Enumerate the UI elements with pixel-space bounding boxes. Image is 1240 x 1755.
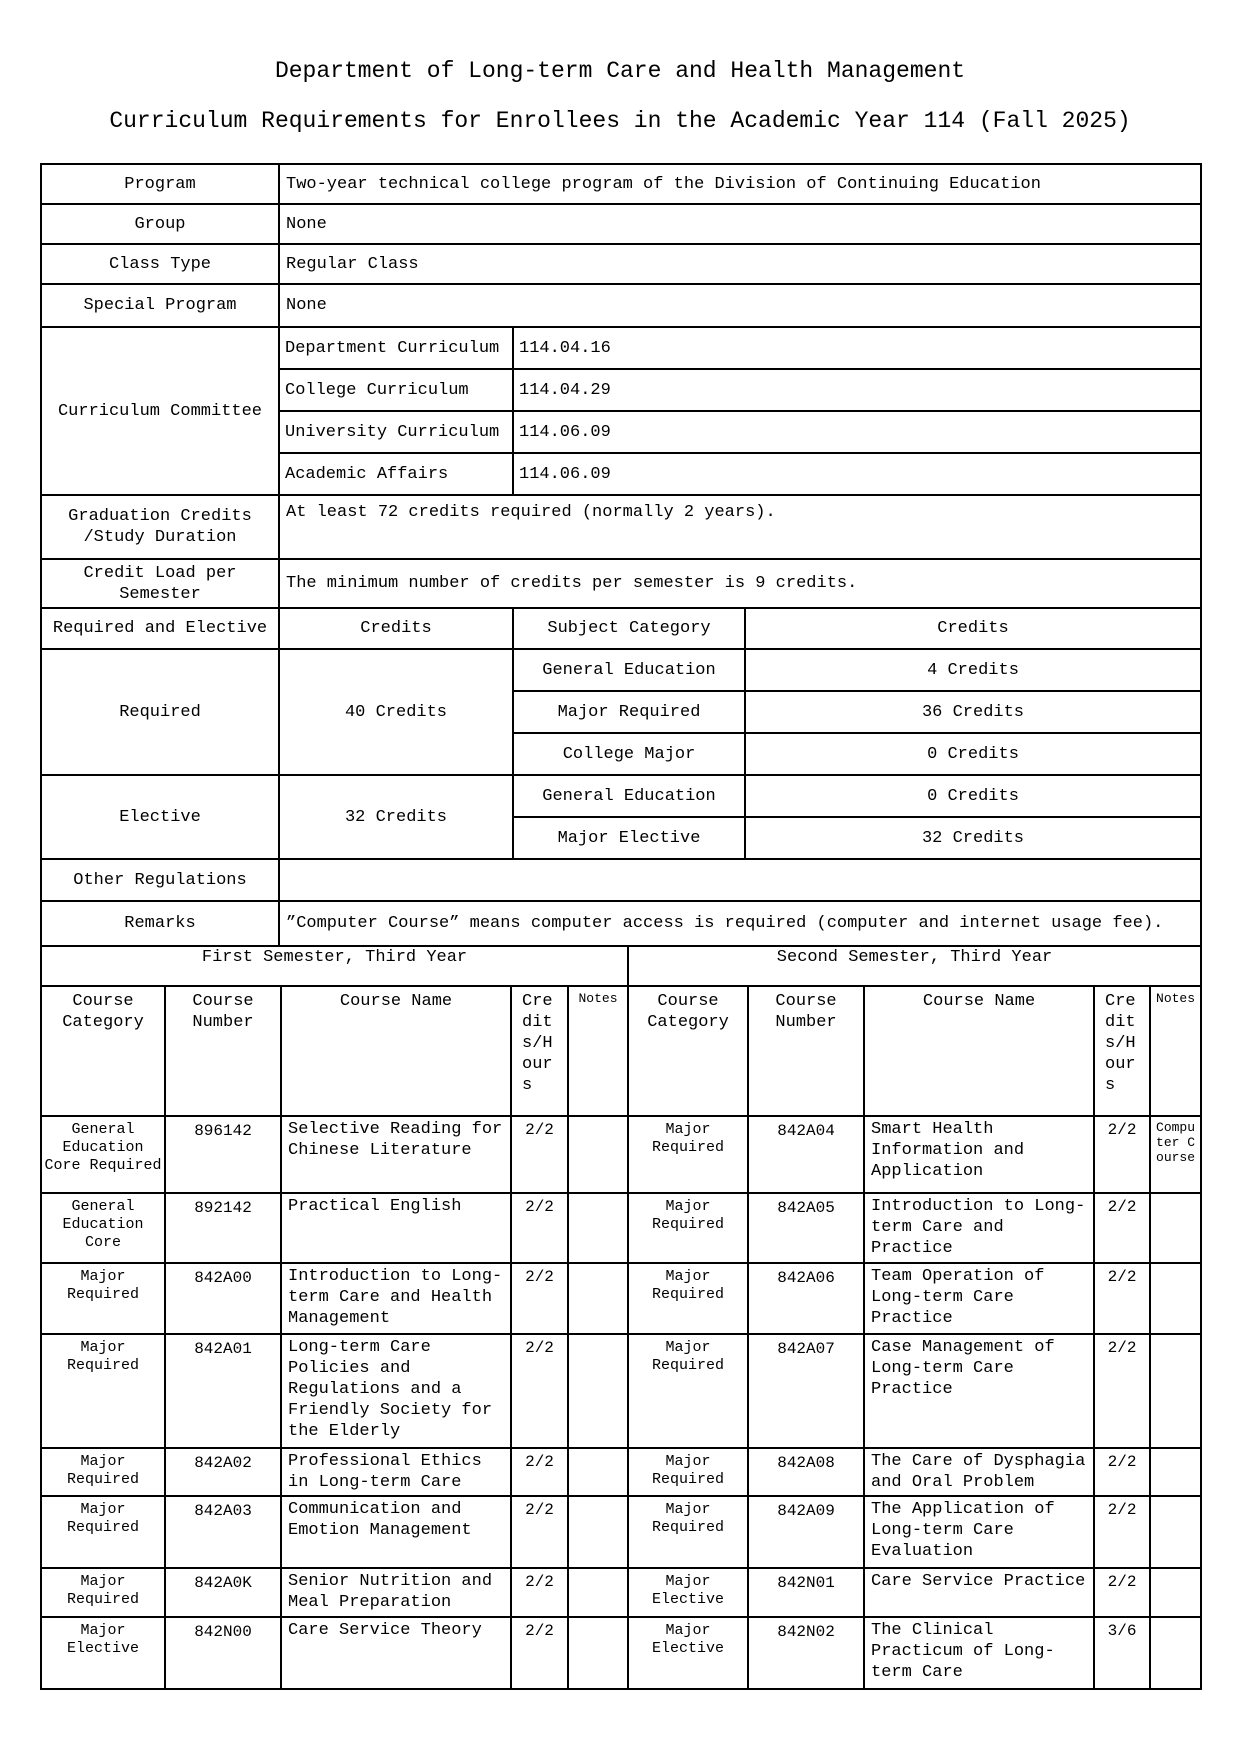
course-credits-cell: 2/2 [511, 1617, 568, 1689]
committee-name-3: University Curriculum [279, 411, 513, 453]
course-number-cell: 842A09 [748, 1496, 864, 1568]
course-category-cell: General Education Core [41, 1193, 165, 1263]
course-row [41, 1448, 1201, 1496]
group-row [41, 204, 1201, 244]
course-notes-cell [1150, 1334, 1201, 1448]
graduation-label: Graduation Credits /Study Duration [41, 495, 279, 559]
course-credits-cell: 2/2 [511, 1334, 568, 1448]
document-title-line2: Curriculum Requirements for Enrollees in the Academic Year 114 (Fall 2025) [109, 108, 1131, 134]
course-number-cell: 842A08 [748, 1448, 864, 1496]
course-name-cell: Introduction to Long-term Care and Practice [864, 1193, 1094, 1263]
course-category-cell: Major Required [41, 1448, 165, 1496]
course-row [41, 1334, 1201, 1448]
course-name-cell: Long-term Care Policies and Regulations and a Friendly Society for the Elderly [281, 1334, 511, 1448]
program-row [41, 164, 1201, 204]
committee-date-4: 114.06.09 [513, 453, 1201, 495]
course-number-cell: 842A02 [165, 1448, 281, 1496]
course-category-cell: Major Required [628, 1496, 748, 1568]
course-notes-cell [1150, 1617, 1201, 1689]
course-number-cell: 842A0K [165, 1568, 281, 1617]
graduation-row [41, 495, 1201, 559]
course-notes-cell [568, 1568, 628, 1617]
course-credits-cell: 2/2 [1094, 1448, 1150, 1496]
committee-label: Curriculum Committee [41, 327, 279, 495]
notes-header-left: Notes [568, 986, 628, 1116]
course-name-cell: The Care of Dysphagia and Oral Problem [864, 1448, 1094, 1496]
class-type-row [41, 244, 1201, 284]
course-category-cell: Major Required [41, 1568, 165, 1617]
first-semester-title: First Semester, Third Year [41, 946, 628, 986]
course-credits-cell: 2/2 [511, 1448, 568, 1496]
course-notes-cell [568, 1334, 628, 1448]
course-category-cell: General Education Core Required [41, 1116, 165, 1193]
course-notes-cell [568, 1448, 628, 1496]
required-label: Required [41, 649, 279, 775]
committee-name-2: College Curriculum [279, 369, 513, 411]
course-name-cell: Smart Health Information and Application [864, 1116, 1094, 1193]
required-subject-credits-1: 4 Credits [745, 649, 1201, 691]
course-category-cell: Major Elective [628, 1568, 748, 1617]
course-credits-cell: 2/2 [511, 1568, 568, 1617]
required-elective-header: Required and Elective [41, 608, 279, 649]
course-credits-cell: 2/2 [1094, 1263, 1150, 1334]
course-row [41, 1193, 1201, 1263]
course-credits-cell: 2/2 [1094, 1496, 1150, 1568]
course-category-cell: Major Required [628, 1193, 748, 1263]
course-credits-cell: 3/6 [1094, 1617, 1150, 1689]
course-category-cell: Major Required [41, 1263, 165, 1334]
semester-title-row [41, 946, 1201, 986]
course-credits-cell: 2/2 [511, 1263, 568, 1334]
committee-date-1: 114.04.16 [513, 327, 1201, 369]
credits-hours-header-right: Credits/Hours [1094, 986, 1150, 1116]
subject-category-header: Subject Category [513, 608, 745, 649]
subject-credits-header: Credits [745, 608, 1201, 649]
document-title-line1: Department of Long-term Care and Health Management [274, 58, 966, 84]
credit-load-value: The minimum number of credits per semester is 9 credits. [279, 559, 1201, 608]
course-number-cell: 842A01 [165, 1334, 281, 1448]
class-type-label: Class Type [41, 244, 279, 284]
course-header-row [41, 986, 1201, 1116]
special-program-value: None [279, 284, 1201, 327]
required-subject-2: Major Required [513, 691, 745, 733]
course-name-header-right: Course Name [864, 986, 1094, 1116]
course-number-cell: 842A05 [748, 1193, 864, 1263]
course-number-cell: 842A04 [748, 1116, 864, 1193]
course-notes-cell [568, 1193, 628, 1263]
course-row [41, 1263, 1201, 1334]
course-row [41, 1116, 1201, 1193]
program-value: Two-year technical college program of the Division of Continuing Education [279, 164, 1201, 204]
course-category-cell: Major Elective [628, 1617, 748, 1689]
required-subject-3: College Major [513, 733, 745, 775]
committee-date-2: 114.04.29 [513, 369, 1201, 411]
course-name-cell: Communication and Emotion Management [281, 1496, 511, 1568]
curriculum-info-table [40, 163, 1202, 947]
course-credits-cell: 2/2 [1094, 1334, 1150, 1448]
special-program-label: Special Program [41, 284, 279, 327]
course-name-header-left: Course Name [281, 986, 511, 1116]
course-category-cell: Major Required [628, 1334, 748, 1448]
course-name-cell: Professional Ethics in Long-term Care [281, 1448, 511, 1496]
course-name-cell: Care Service Practice [864, 1568, 1094, 1617]
course-notes-cell [1150, 1193, 1201, 1263]
credits-header: Credits [279, 608, 513, 649]
second-semester-title: Second Semester, Third Year [628, 946, 1201, 986]
course-notes-cell [568, 1496, 628, 1568]
required-elective-header-row [41, 608, 1201, 649]
other-regulations-row [41, 859, 1201, 901]
course-number-cell: 842A00 [165, 1263, 281, 1334]
special-program-row [41, 284, 1201, 327]
course-credits-cell: 2/2 [511, 1116, 568, 1193]
course-number-cell: 842A07 [748, 1334, 864, 1448]
program-label: Program [41, 164, 279, 204]
course-row [41, 1568, 1201, 1617]
course-category-cell: Major Required [628, 1448, 748, 1496]
course-category-header-right: Course Category [628, 986, 748, 1116]
elective-subject-credits-2: 32 Credits [745, 817, 1201, 859]
course-row [41, 1496, 1201, 1568]
course-credits-cell: 2/2 [511, 1193, 568, 1263]
course-notes-cell [1150, 1496, 1201, 1568]
course-name-cell: Senior Nutrition and Meal Preparation [281, 1568, 511, 1617]
course-name-cell: The Application of Long-term Care Evaluation [864, 1496, 1094, 1568]
required-subject-credits-3: 0 Credits [745, 733, 1201, 775]
course-notes-cell [568, 1263, 628, 1334]
course-number-cell: 842N01 [748, 1568, 864, 1617]
elective-subject-credits-1: 0 Credits [745, 775, 1201, 817]
course-name-cell: Selective Reading for Chinese Literature [281, 1116, 511, 1193]
course-number-cell: 842N00 [165, 1617, 281, 1689]
remarks-value: ”Computer Course” means computer access is required (computer and internet usage fee). [279, 901, 1201, 946]
course-number-cell: 842A03 [165, 1496, 281, 1568]
course-name-cell: Care Service Theory [281, 1617, 511, 1689]
remarks-row [41, 901, 1201, 946]
course-category-cell: Major Required [41, 1496, 165, 1568]
credit-load-row [41, 559, 1201, 608]
committee-date-3: 114.06.09 [513, 411, 1201, 453]
course-number-header-right: Course Number [748, 986, 864, 1116]
committee-row-1 [41, 327, 1201, 369]
course-credits-cell: 2/2 [1094, 1568, 1150, 1617]
group-label: Group [41, 204, 279, 244]
class-type-value: Regular Class [279, 244, 1201, 284]
course-notes-cell: Computer Course [1150, 1116, 1201, 1193]
course-name-cell: Team Operation of Long-term Care Practice [864, 1263, 1094, 1334]
elective-row-1 [41, 775, 1201, 817]
course-credits-cell: 2/2 [1094, 1116, 1150, 1193]
course-notes-cell [1150, 1263, 1201, 1334]
credit-load-label: Credit Load per Semester [41, 559, 279, 608]
course-category-cell: Major Required [628, 1263, 748, 1334]
course-notes-cell [568, 1116, 628, 1193]
course-category-cell: Major Elective [41, 1617, 165, 1689]
course-notes-cell [1150, 1448, 1201, 1496]
course-number-cell: 842A06 [748, 1263, 864, 1334]
course-notes-cell [568, 1617, 628, 1689]
elective-label: Elective [41, 775, 279, 859]
course-name-cell: Practical English [281, 1193, 511, 1263]
course-row [41, 1617, 1201, 1689]
remarks-label: Remarks [41, 901, 279, 946]
notes-header-right: Notes [1150, 986, 1201, 1116]
required-subject-credits-2: 36 Credits [745, 691, 1201, 733]
elective-credits: 32 Credits [279, 775, 513, 859]
course-name-cell: Case Management of Long-term Care Practice [864, 1334, 1094, 1448]
committee-name-1: Department Curriculum [279, 327, 513, 369]
course-category-cell: Major Required [41, 1334, 165, 1448]
course-category-header-left: Course Category [41, 986, 165, 1116]
other-regulations-value [279, 859, 1201, 901]
course-number-cell: 896142 [165, 1116, 281, 1193]
course-credits-cell: 2/2 [511, 1496, 568, 1568]
course-credits-cell: 2/2 [1094, 1193, 1150, 1263]
required-credits: 40 Credits [279, 649, 513, 775]
course-notes-cell [1150, 1568, 1201, 1617]
required-row-1 [41, 649, 1201, 691]
course-name-cell: The Clinical Practicum of Long-term Care [864, 1617, 1094, 1689]
course-name-cell: Introduction to Long-term Care and Health Management [281, 1263, 511, 1334]
elective-subject-2: Major Elective [513, 817, 745, 859]
elective-subject-1: General Education [513, 775, 745, 817]
required-subject-1: General Education [513, 649, 745, 691]
graduation-value: At least 72 credits required (normally 2 years). [279, 495, 1201, 559]
course-number-cell: 842N02 [748, 1617, 864, 1689]
committee-name-4: Academic Affairs [279, 453, 513, 495]
course-number-header-left: Course Number [165, 986, 281, 1116]
course-category-cell: Major Required [628, 1116, 748, 1193]
credits-hours-header-left: Credits/Hours [511, 986, 568, 1116]
other-regulations-label: Other Regulations [41, 859, 279, 901]
group-value: None [279, 204, 1201, 244]
course-number-cell: 892142 [165, 1193, 281, 1263]
course-table [40, 945, 1202, 1690]
